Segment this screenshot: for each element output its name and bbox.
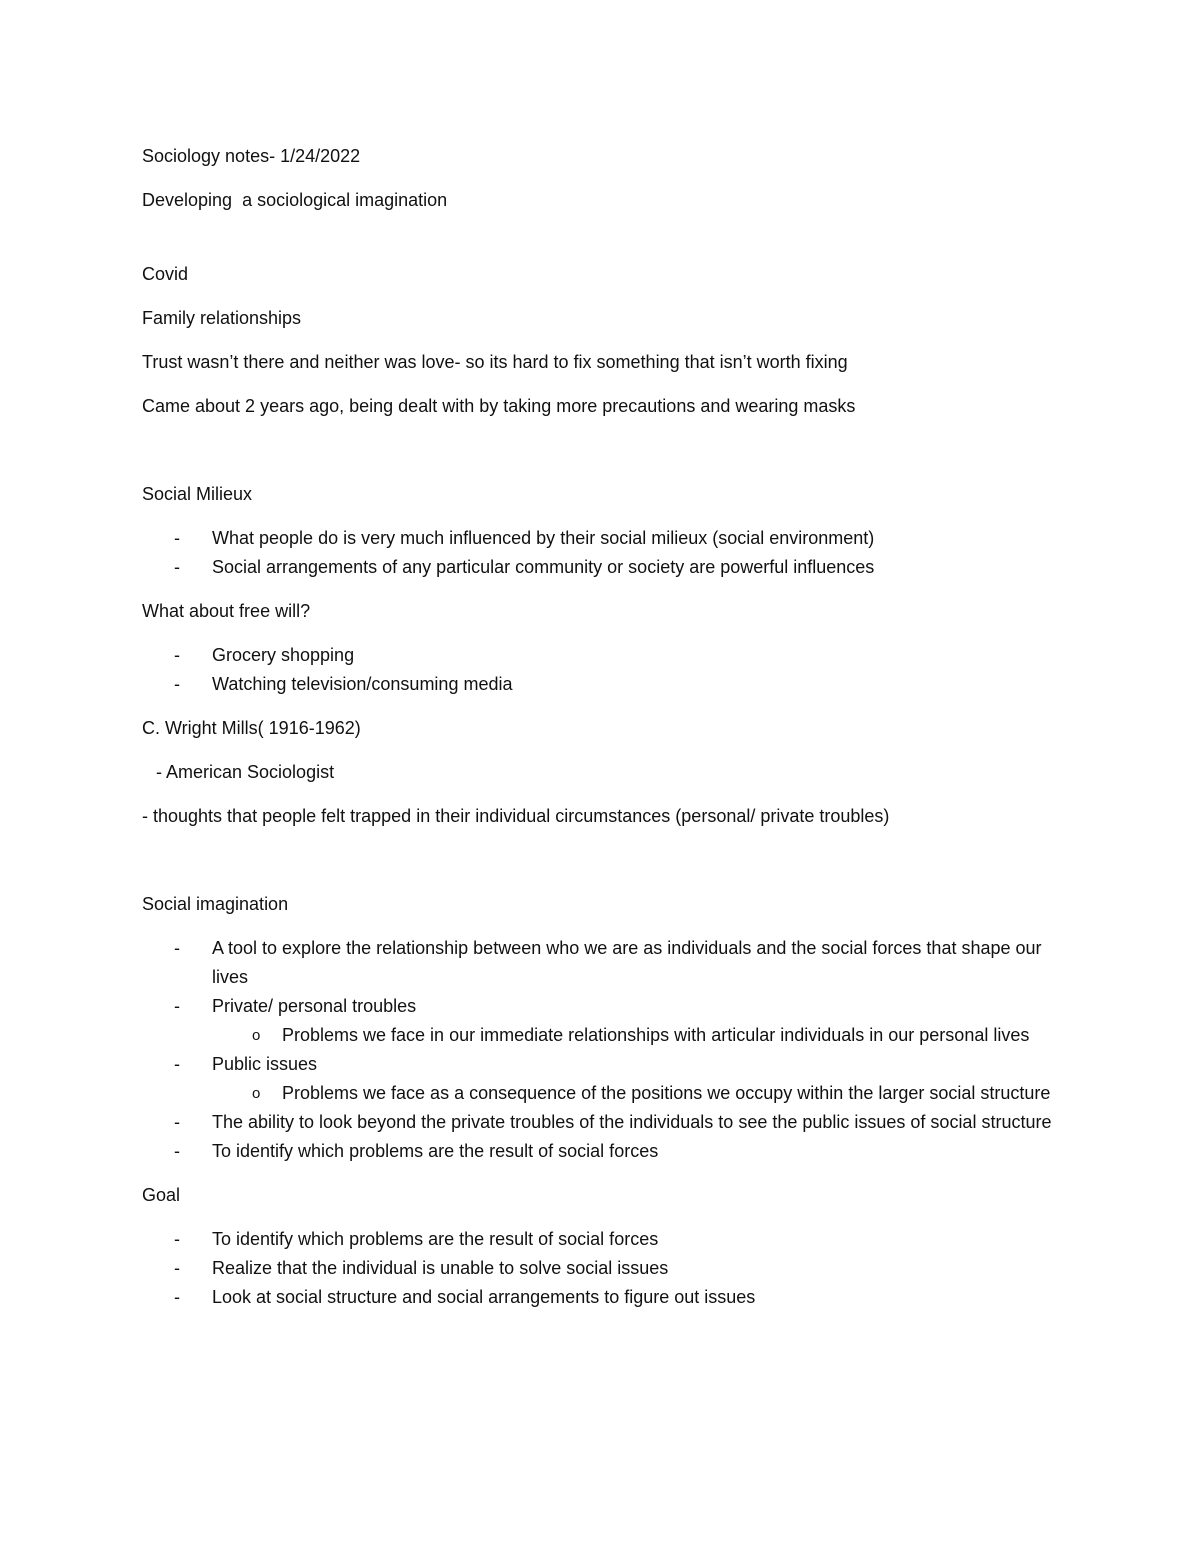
list-item — [142, 641, 1072, 670]
dash-bullet-icon: - — [174, 645, 180, 665]
list-item-text: Private/ personal troubles — [212, 996, 417, 1016]
document-body — [142, 142, 1072, 1327]
goal-heading: Goal — [142, 1185, 181, 1205]
list-item-text: Realize that the individual is unable to solve social issues — [212, 1258, 669, 1278]
dash-bullet-icon: - — [174, 1258, 180, 1278]
dash-bullet-icon: - — [174, 996, 180, 1016]
list-item-text: Social arrangements of any particular community or society are powerful influences — [212, 557, 875, 577]
sub-list-item-text: Problems we face as a consequence of the positions we occupy within the larger social structure — [282, 1083, 1051, 1103]
list-item — [142, 1108, 1072, 1137]
sub-list — [212, 1021, 1072, 1050]
list-item-text: Public issues — [212, 1054, 318, 1074]
list-item-text: Look at social structure and social arrangements to figure out issues — [212, 1287, 756, 1307]
sub-list — [212, 1079, 1072, 1108]
covid-line-came-about: Came about 2 years ago, being dealt with by taking more precautions and wearing masks — [142, 396, 856, 416]
imagination-list — [142, 934, 1072, 1166]
dash-bullet-icon: - — [174, 528, 180, 548]
free-will-list — [142, 641, 1072, 699]
spacer — [142, 436, 1072, 480]
list-item — [142, 670, 1072, 699]
document-subtitle: Developing a sociological imagination — [142, 190, 448, 210]
milieux-heading: Social Milieux — [142, 484, 253, 504]
list-item — [142, 553, 1072, 582]
list-item-text: Watching television/consuming media — [212, 674, 513, 694]
dash-bullet-icon: - — [174, 1229, 180, 1249]
covid-heading: Covid — [142, 264, 189, 284]
list-item — [142, 1283, 1072, 1312]
dash-bullet-icon: - — [174, 1112, 180, 1132]
document-title: Sociology notes- 1/24/2022 — [142, 146, 361, 166]
dash-bullet-icon: - — [174, 938, 180, 958]
list-item — [142, 1050, 1072, 1108]
sub-list-item-text: Problems we face in our immediate relationships with articular individuals in our personal lives — [282, 1025, 1030, 1045]
sub-list-item — [212, 1021, 1072, 1050]
mills-line-american: - American Sociologist — [156, 762, 335, 782]
dash-bullet-icon: - — [174, 1287, 180, 1307]
covid-line-trust: Trust wasn’t there and neither was love- so its hard to fix something that isn’t worth fixing — [142, 352, 848, 372]
circle-bullet-icon: o — [252, 1085, 261, 1102]
sub-list-item — [212, 1079, 1072, 1108]
list-item — [142, 934, 1072, 992]
dash-bullet-icon: - — [174, 1141, 180, 1161]
circle-bullet-icon: o — [252, 1027, 261, 1044]
dash-bullet-icon: - — [174, 1054, 180, 1074]
mills-line-thoughts: - thoughts that people felt trapped in their individual circumstances (personal/ private troubles) — [142, 806, 890, 826]
list-item — [142, 1225, 1072, 1254]
list-item-text: To identify which problems are the result of social forces — [212, 1141, 659, 1161]
dash-bullet-icon: - — [174, 674, 180, 694]
list-item — [142, 1254, 1072, 1283]
list-item — [142, 1137, 1072, 1166]
list-item — [142, 992, 1072, 1050]
list-item-text: Grocery shopping — [212, 645, 355, 665]
list-item-text: What people do is very much influenced by their social milieux (social environment) — [212, 528, 875, 548]
list-item-text: The ability to look beyond the private troubles of the individuals to see the public issues of social structure — [212, 1112, 1052, 1132]
dash-bullet-icon: - — [174, 557, 180, 577]
covid-line-family: Family relationships — [142, 308, 302, 328]
spacer — [142, 230, 1072, 260]
free-will-heading: What about free will? — [142, 601, 311, 621]
goal-list — [142, 1225, 1072, 1312]
imagination-heading: Social imagination — [142, 894, 289, 914]
mills-heading: C. Wright Mills( 1916-1962) — [142, 718, 361, 738]
list-item — [142, 524, 1072, 553]
milieux-list — [142, 524, 1072, 582]
spacer — [142, 846, 1072, 890]
list-item-text: To identify which problems are the result of social forces — [212, 1229, 659, 1249]
list-item-text: A tool to explore the relationship between who we are as individuals and the social forces that shape our lives — [212, 938, 1042, 987]
